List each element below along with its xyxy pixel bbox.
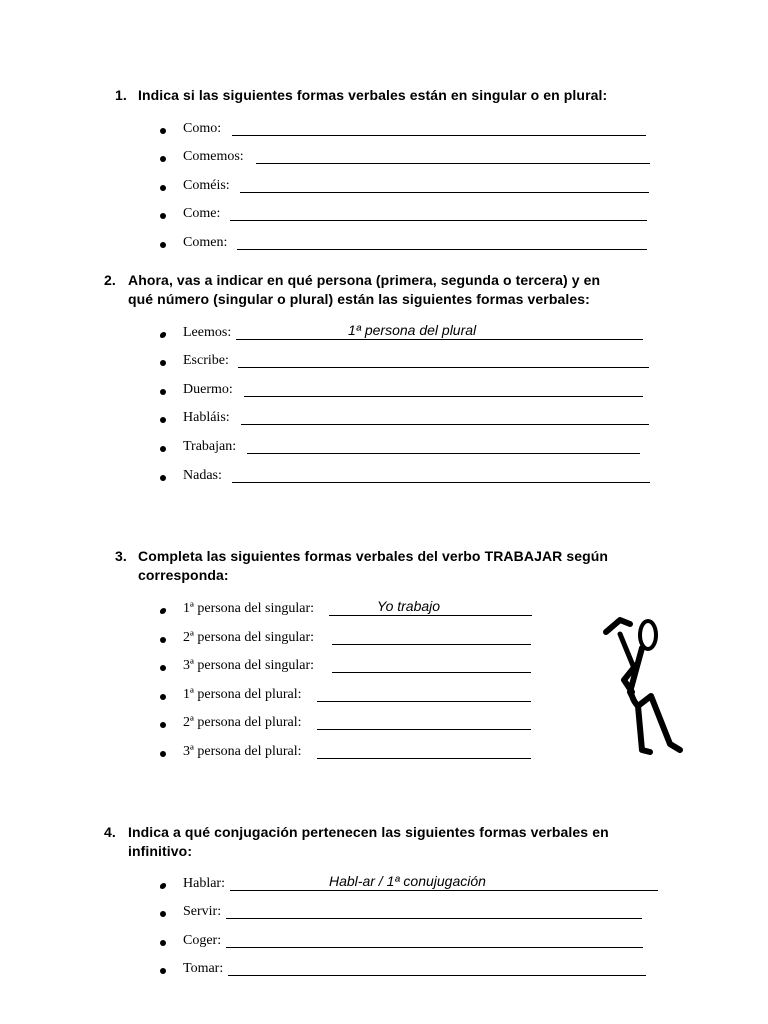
item-label: 3ª persona del singular: [183,658,314,673]
answer-line[interactable] [232,482,650,483]
bullet-icon [160,417,166,423]
bullet-icon [160,446,166,452]
item-label: Habláis: [183,410,230,425]
question-1-number: 1. [115,87,127,103]
question-4-line-1: Indica a qué conjugación pertenecen las siguientes formas verbales en [128,824,609,840]
item-label: Comen: [183,235,228,250]
item-label: Comemos: [183,149,244,164]
bullet-icon [160,360,166,366]
item-label: Escribe: [183,353,229,368]
item-label: Leemos: [183,325,232,340]
item-label: Coger: [183,933,222,948]
answer-line[interactable] [236,339,643,340]
answer-item-hablar [160,873,660,899]
item-label: Servir: [183,904,222,919]
bullet-icon [160,389,166,395]
answer-text: Yo trabajo [377,598,441,614]
item-label: Duermo: [183,382,233,397]
item-label: 2ª persona del plural: [183,715,302,730]
answer-line[interactable] [332,644,531,645]
question-3-title [115,547,675,585]
bullet-icon [159,608,167,614]
item-label: 2ª persona del singular: [183,630,314,645]
answer-item-2s [160,630,540,653]
answer-item-3s [160,658,540,681]
answer-line[interactable] [232,135,646,136]
answer-item-escribe [160,353,650,376]
answer-item-1p [160,687,540,710]
answer-item-trabajan [160,439,650,462]
question-3-number: 3. [115,548,127,564]
item-label: Trabajan: [183,439,237,454]
bullet-icon [160,940,166,946]
answer-item-comeis [160,178,650,201]
answer-item-2p [160,715,540,738]
answer-item-coger [160,933,660,956]
answer-item-comen [160,235,650,258]
bullet-icon [160,665,166,671]
bullet-icon [160,156,166,162]
question-2-line-1: Ahora, vas a indicar en qué persona (primera, segunda o tercera) y en [128,272,601,288]
answer-item-comemos [160,149,650,172]
answer-item-3p [160,744,540,767]
question-2-title [104,271,664,309]
stick-figure-hammer-icon [598,610,692,756]
bullet-icon [160,185,166,191]
question-2-line-2: qué número (singular o plural) están las siguientes formas verbales: [128,291,590,307]
answer-item-como [160,121,650,144]
bullet-icon [159,332,167,338]
question-4-number: 4. [104,824,116,840]
answer-line[interactable] [317,701,531,702]
question-4-line-2: infinitivo: [128,843,193,859]
bullet-icon [160,475,166,481]
answer-line[interactable] [230,890,658,891]
answer-line[interactable] [228,975,646,976]
bullet-icon [160,968,166,974]
question-3-line-2: corresponda: [138,567,229,583]
item-label: 1ª persona del plural: [183,687,302,702]
answer-item-leemos [160,322,650,348]
answer-item-come [160,206,650,229]
item-label: Coméis: [183,178,230,193]
bullet-icon [160,128,166,134]
bullet-icon [160,213,166,219]
question-2-number: 2. [104,272,116,288]
item-label: Tomar: [183,961,224,976]
answer-line[interactable] [256,163,650,164]
answer-line[interactable] [317,729,531,730]
answer-item-hablais [160,410,650,433]
question-3-line-1: Completa las siguientes formas verbales del verbo TRABAJAR según [138,548,609,564]
bullet-icon [159,883,167,889]
item-label: Como: [183,121,222,136]
answer-line[interactable] [237,249,647,250]
item-label: 3ª persona del plural: [183,744,302,759]
answer-line[interactable] [241,424,649,425]
answer-line[interactable] [230,220,647,221]
answer-line[interactable] [226,918,642,919]
answer-line[interactable] [329,615,532,616]
answer-text: 1ª persona del plural [348,322,477,338]
answer-line[interactable] [226,947,643,948]
question-4-title [104,823,664,861]
bullet-icon [160,242,166,248]
answer-item-nadas [160,468,650,491]
question-1-title [115,86,675,105]
bullet-icon [160,911,166,917]
item-label: 1ª persona del singular: [183,601,314,616]
bullet-icon [160,637,166,643]
answer-line[interactable] [247,453,640,454]
answer-item-tomar [160,961,660,984]
answer-item-servir [160,904,660,927]
answer-line[interactable] [317,758,531,759]
answer-line[interactable] [240,192,649,193]
answer-line[interactable] [332,672,531,673]
bullet-icon [160,722,166,728]
answer-line[interactable] [244,396,643,397]
question-1-text: Indica si las siguientes formas verbales están en singular o en plural: [138,87,608,103]
bullet-icon [160,694,166,700]
answer-item-duermo [160,382,650,405]
item-label: Nadas: [183,468,222,483]
answer-text: Habl-ar / 1ª conujugación [329,873,486,889]
item-label: Come: [183,206,221,221]
answer-line[interactable] [238,367,649,368]
answer-item-1s [160,598,540,624]
bullet-icon [160,751,166,757]
item-label: Hablar: [183,876,225,891]
